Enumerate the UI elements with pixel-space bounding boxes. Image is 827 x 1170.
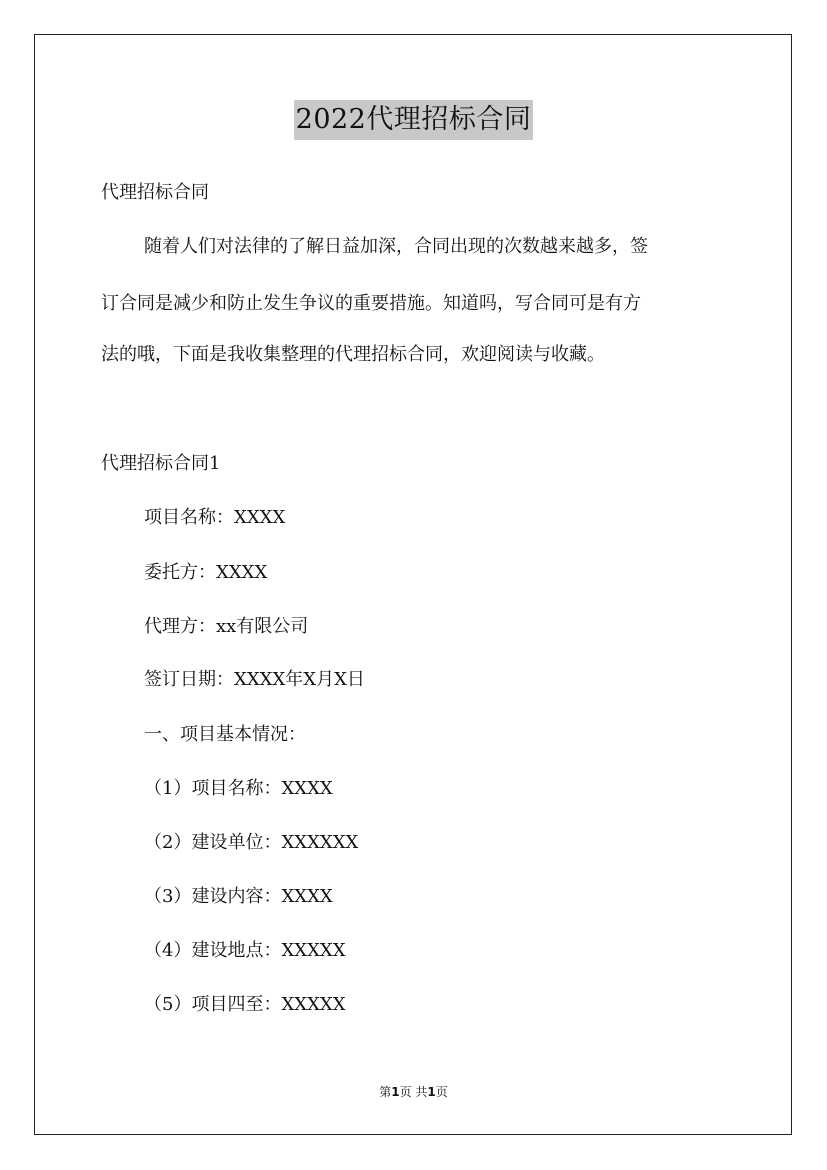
basic-item: （3）建设内容：XXXX bbox=[144, 886, 333, 907]
footer-page-current: 1 bbox=[391, 1085, 400, 1099]
field-agent: 代理方：xx有限公司 bbox=[144, 616, 309, 637]
field-project-name: 项目名称：XXXX bbox=[144, 507, 286, 528]
document-subtitle: 代理招标合同 bbox=[101, 182, 209, 203]
footer-page-suffix: 页 bbox=[435, 1085, 448, 1099]
footer-page-prefix: 第 bbox=[379, 1085, 392, 1099]
intro-line-2: 订合同是减少和防止发生争议的重要措施。知道吗，写合同可是有方 bbox=[101, 293, 641, 314]
basic-item: （2）建设单位：XXXXXX bbox=[144, 832, 359, 853]
field-principal: 委托方：XXXX bbox=[144, 562, 268, 583]
footer-page-total: 1 bbox=[427, 1085, 436, 1099]
field-sign-date: 签订日期：XXXX年X月X日 bbox=[144, 669, 365, 690]
basic-item: （1）项目名称：XXXX bbox=[144, 778, 333, 799]
intro-line-1: 随着人们对法律的了解日益加深，合同出现的次数越来越多，签 bbox=[144, 236, 648, 257]
section-heading: 代理招标合同1 bbox=[101, 453, 221, 474]
footer-page-mid: 页 共 bbox=[399, 1085, 428, 1099]
basic-item: （4）建设地点：XXXXX bbox=[144, 940, 346, 961]
page-footer bbox=[0, 1084, 827, 1100]
section-one-heading: 一、项目基本情况： bbox=[144, 724, 306, 745]
document-title-text: 2022代理招标合同 bbox=[294, 100, 534, 140]
basic-item: （5）项目四至：XXXXX bbox=[144, 994, 346, 1015]
intro-line-3: 法的哦，下面是我收集整理的代理招标合同，欢迎阅读与收藏。 bbox=[101, 344, 605, 365]
document-title bbox=[0, 100, 827, 140]
